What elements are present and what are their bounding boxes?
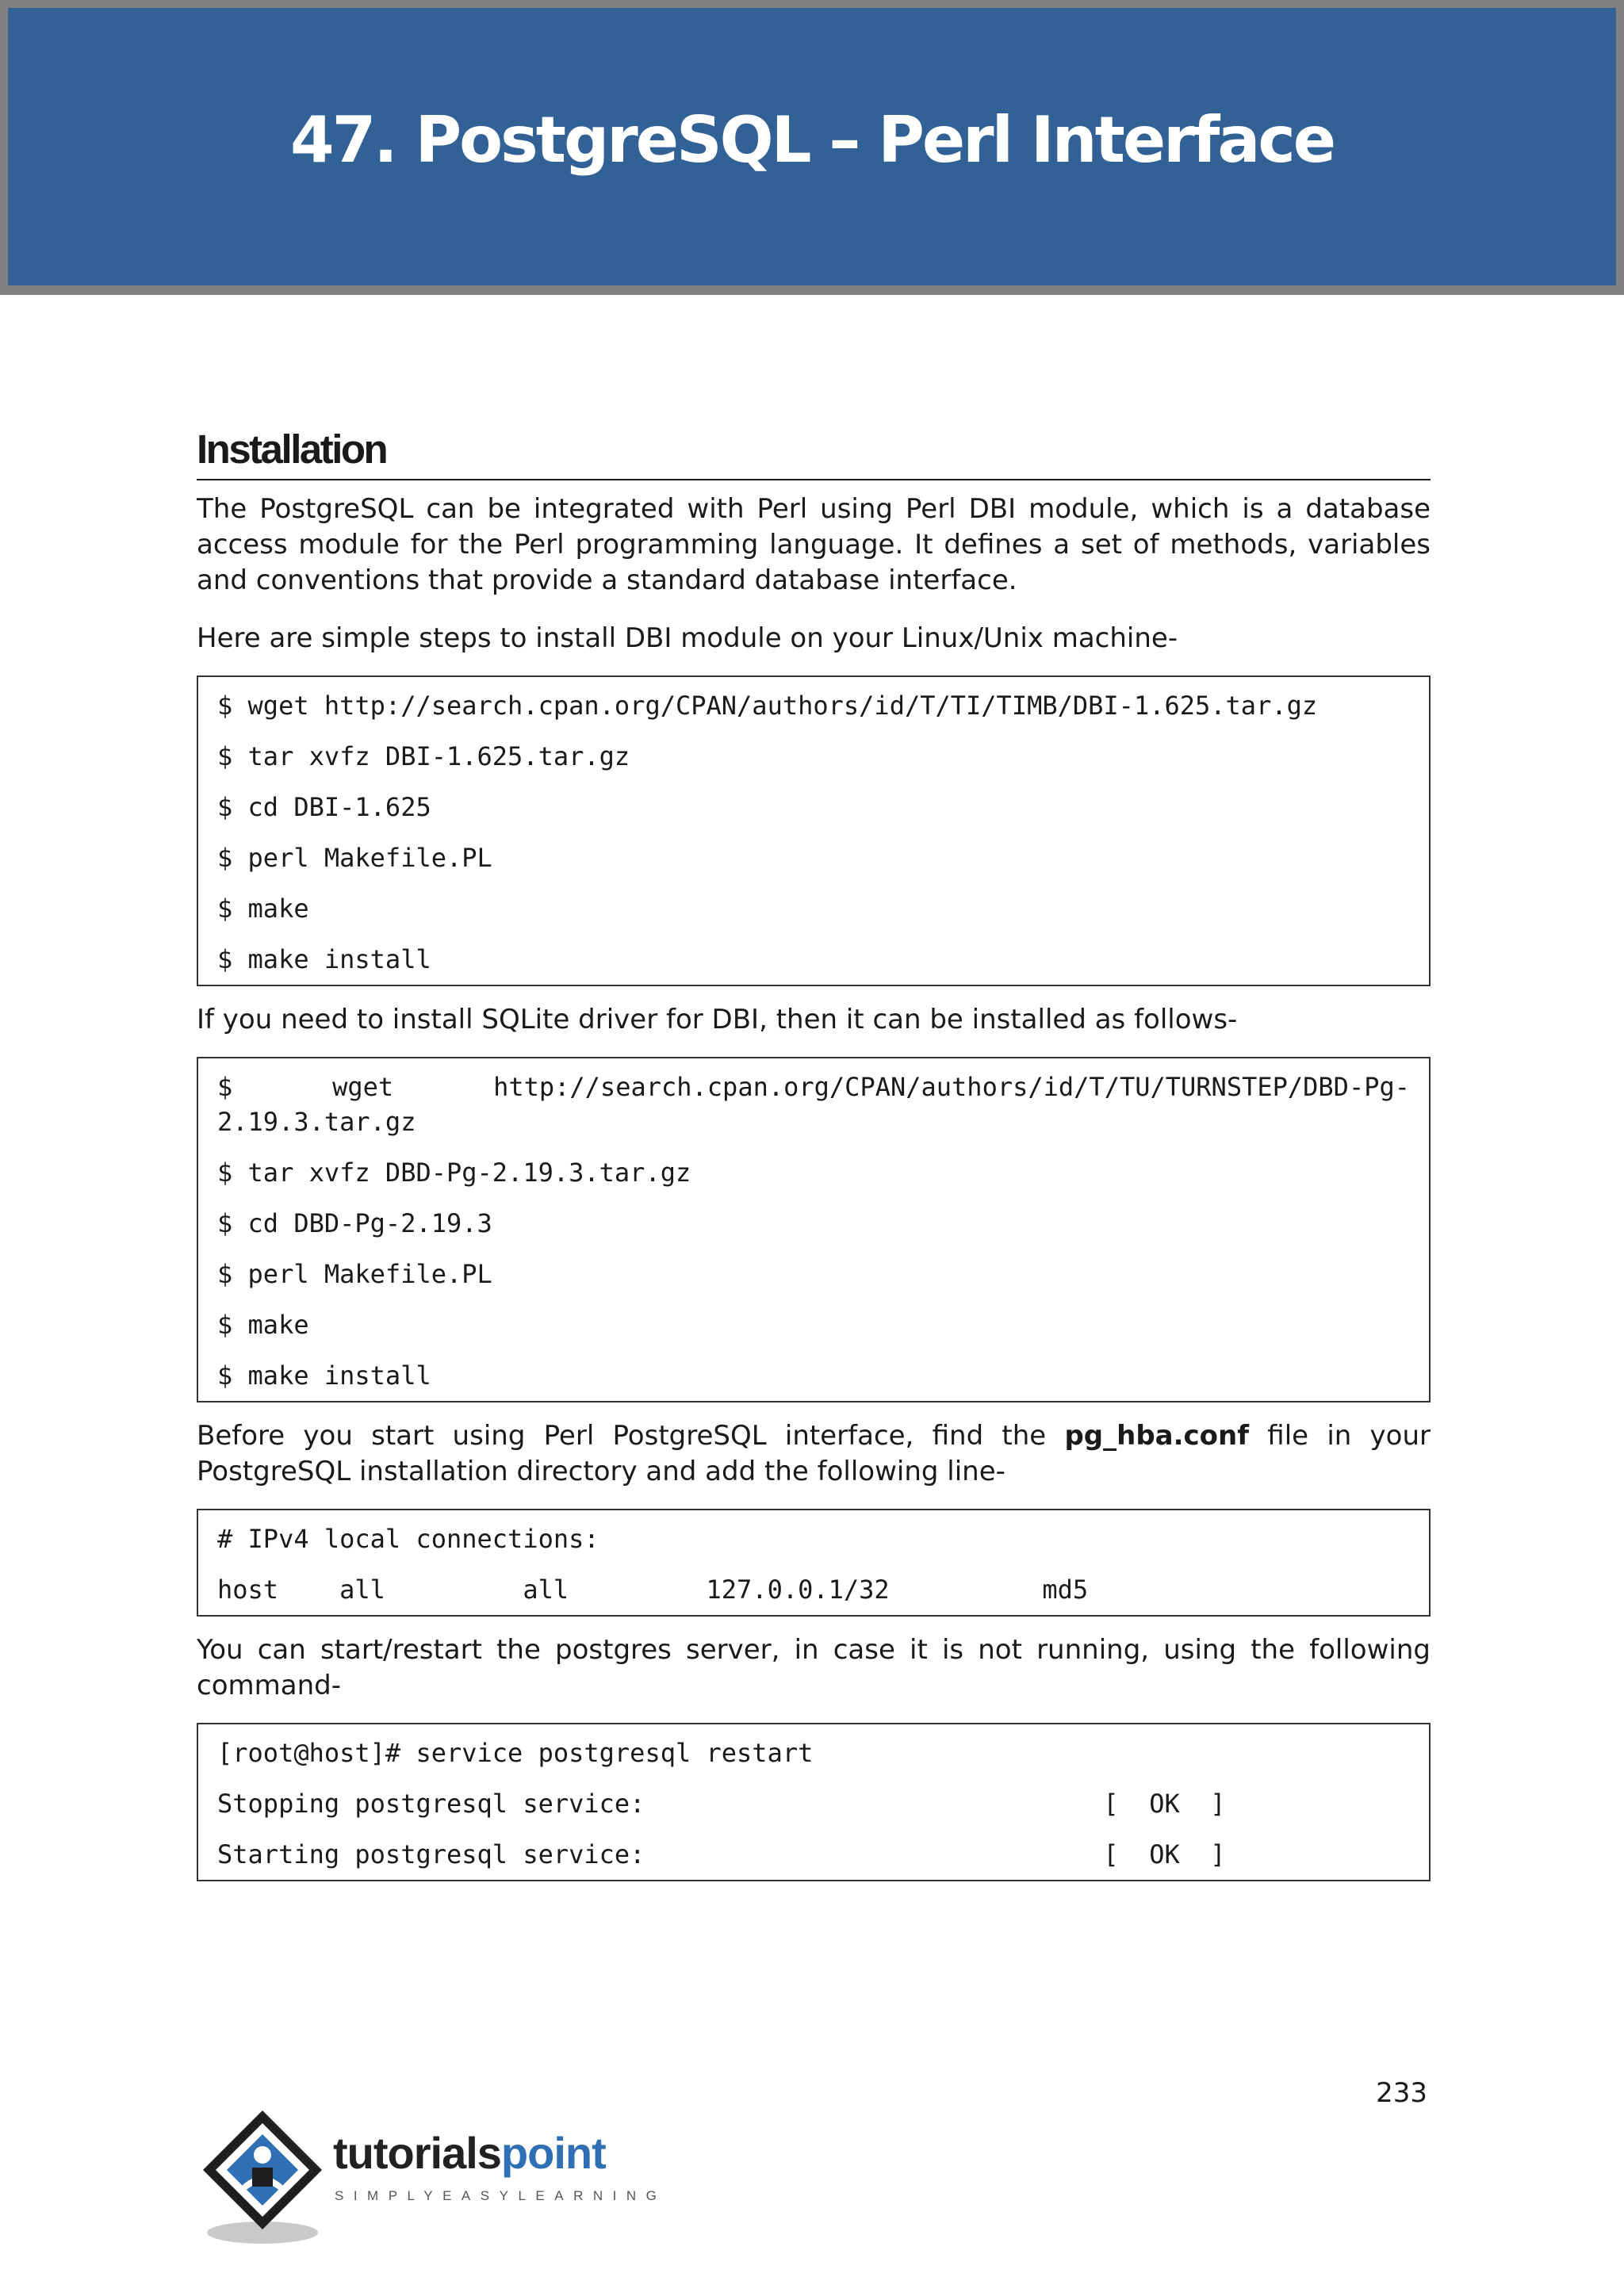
- code-line: $ wget http://search.cpan.org/CPAN/authors/id/T/TU/TURNSTEP/DBD-Pg-2.19.3.tar.gz: [217, 1072, 1410, 1137]
- code-block-dbd: [197, 1057, 1431, 1402]
- chapter-title: 47. PostgreSQL – Perl Interface: [289, 103, 1335, 177]
- code-line: $ cd DBI-1.625: [217, 792, 431, 822]
- code-line: $ perl Makefile.PL: [217, 843, 492, 873]
- restart-paragraph: You can start/restart the postgres server, in case it is not running, using the following command-: [197, 1634, 1431, 1701]
- logo-diamond-icon: [195, 2106, 330, 2248]
- code-block-restart: [197, 1723, 1431, 1881]
- steps-paragraph: Here are simple steps to install DBI module on your Linux/Unix machine-: [197, 622, 1178, 654]
- logo-wordmark-accent: point: [500, 2128, 606, 2178]
- chapter-banner: [0, 0, 1624, 295]
- code-line: $ tar xvfz DBI-1.625.tar.gz: [217, 741, 630, 771]
- logo-wordmark-main: tutorials: [333, 2128, 501, 2178]
- chapter-banner-inner: [8, 8, 1616, 285]
- code-line: host all all 127.0.0.1/32 md5: [217, 1575, 1089, 1605]
- code-line: $ make install: [217, 944, 431, 974]
- logo-tagline: SIMPLYEASYLEARNING: [335, 2188, 667, 2203]
- code-line: $ cd DBD-Pg-2.19.3: [217, 1208, 492, 1238]
- pg-hba-filename: pg_hba.conf: [1064, 1420, 1250, 1452]
- code-line: $ wget http://search.cpan.org/CPAN/authors/id/T/TI/TIMB/DBI-1.625.tar.gz: [217, 691, 1318, 721]
- code-block-dbi: [197, 675, 1431, 986]
- code-block-hba: [197, 1509, 1431, 1617]
- pg-hba-text-after: file in your PostgreSQL installation directory and add the following line-: [197, 1420, 1431, 1487]
- pg-hba-paragraph: [197, 1418, 1431, 1490]
- intro-paragraph: The PostgreSQL can be integrated with Perl using Perl DBI module, which is a database access module for the Perl programming language. It defines a set of methods, variables and conventions that provide a standard database interface.: [197, 493, 1431, 596]
- logo-wordmark: [333, 2128, 606, 2179]
- code-line: Stopping postgresql service: [ OK ]: [217, 1789, 1226, 1819]
- page-number: 233: [1376, 2077, 1427, 2109]
- code-line: $ make: [217, 894, 309, 924]
- sqlite-paragraph: If you need to install SQLite driver for DBI, then it can be installed as follows-: [197, 1004, 1238, 1035]
- code-line: $ perl Makefile.PL: [217, 1259, 492, 1289]
- page-content: [197, 422, 1431, 1881]
- code-line: $ make install: [217, 1360, 431, 1391]
- code-line: $ tar xvfz DBD-Pg-2.19.3.tar.gz: [217, 1158, 691, 1188]
- code-line: # IPv4 local connections:: [217, 1524, 599, 1554]
- code-line: Starting postgresql service: [ OK ]: [217, 1839, 1226, 1869]
- pg-hba-text-before: Before you start using Perl PostgreSQL interface, find the: [197, 1420, 1065, 1452]
- section-heading: Installation: [197, 422, 1431, 480]
- code-line: [root@host]# service postgresql restart: [217, 1738, 814, 1768]
- tutorialspoint-logo: [195, 2106, 671, 2248]
- code-line: $ make: [217, 1310, 309, 1340]
